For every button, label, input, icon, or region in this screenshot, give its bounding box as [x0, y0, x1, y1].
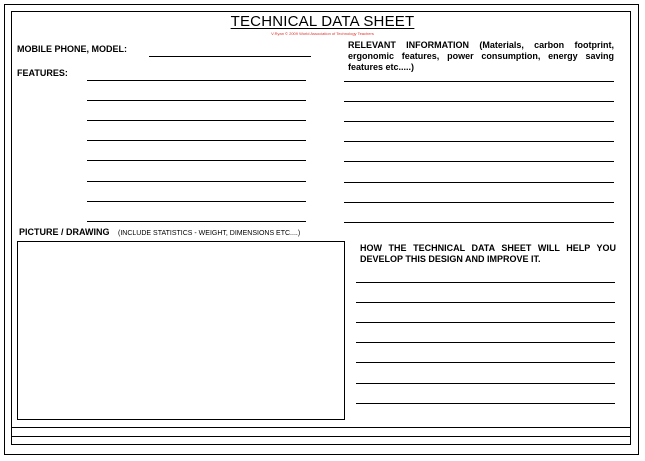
relevant-info-line[interactable] — [344, 121, 614, 122]
picture-drawing-box[interactable] — [17, 241, 345, 420]
features-line[interactable] — [87, 160, 306, 161]
how-it-helps-line[interactable] — [356, 403, 615, 404]
how-it-helps-line[interactable] — [356, 383, 615, 384]
relevant-info-line[interactable] — [344, 161, 614, 162]
features-line[interactable] — [87, 181, 306, 182]
relevant-info-line[interactable] — [344, 141, 614, 142]
features-label: FEATURES: — [17, 68, 68, 78]
sheet-title: TECHNICAL DATA SHEET — [230, 13, 415, 30]
copyright-note: V.Ryan © 2009 World Association of Technology Teachers — [271, 31, 374, 36]
features-line[interactable] — [87, 140, 306, 141]
features-line[interactable] — [87, 80, 306, 81]
how-it-helps-line[interactable] — [356, 342, 615, 343]
relevant-info-label: RELEVANT INFORMATION (Materials, carbon footprint, ergonomic features, power consumption, energy saving features etc.....) — [348, 40, 614, 72]
picture-note: (INCLUDE STATISTICS - WEIGHT, DIMENSIONS ETC....) — [118, 230, 301, 237]
features-line[interactable] — [87, 120, 306, 121]
features-line[interactable] — [87, 221, 306, 222]
picture-label-text: PICTURE / DRAWING — [19, 227, 110, 237]
how-it-helps-line[interactable] — [356, 302, 615, 303]
model-label: MOBILE PHONE, MODEL: — [17, 44, 127, 54]
features-line[interactable] — [87, 100, 306, 101]
features-line[interactable] — [87, 201, 306, 202]
how-it-helps-line[interactable] — [356, 282, 615, 283]
relevant-info-line[interactable] — [344, 101, 614, 102]
how-it-helps-label: HOW THE TECHNICAL DATA SHEET WILL HELP YOU DEVELOP THIS DESIGN AND IMPROVE IT. — [360, 243, 616, 264]
how-it-helps-line[interactable] — [356, 322, 615, 323]
relevant-info-line[interactable] — [344, 202, 614, 203]
relevant-info-line[interactable] — [344, 182, 614, 183]
how-it-helps-line[interactable] — [356, 362, 615, 363]
relevant-info-line[interactable] — [344, 81, 614, 82]
footer-rule-bottom — [11, 436, 631, 437]
model-input-line[interactable] — [149, 56, 311, 57]
relevant-info-line[interactable] — [344, 222, 614, 223]
footer-rule-top — [11, 427, 631, 428]
picture-label — [19, 227, 300, 237]
